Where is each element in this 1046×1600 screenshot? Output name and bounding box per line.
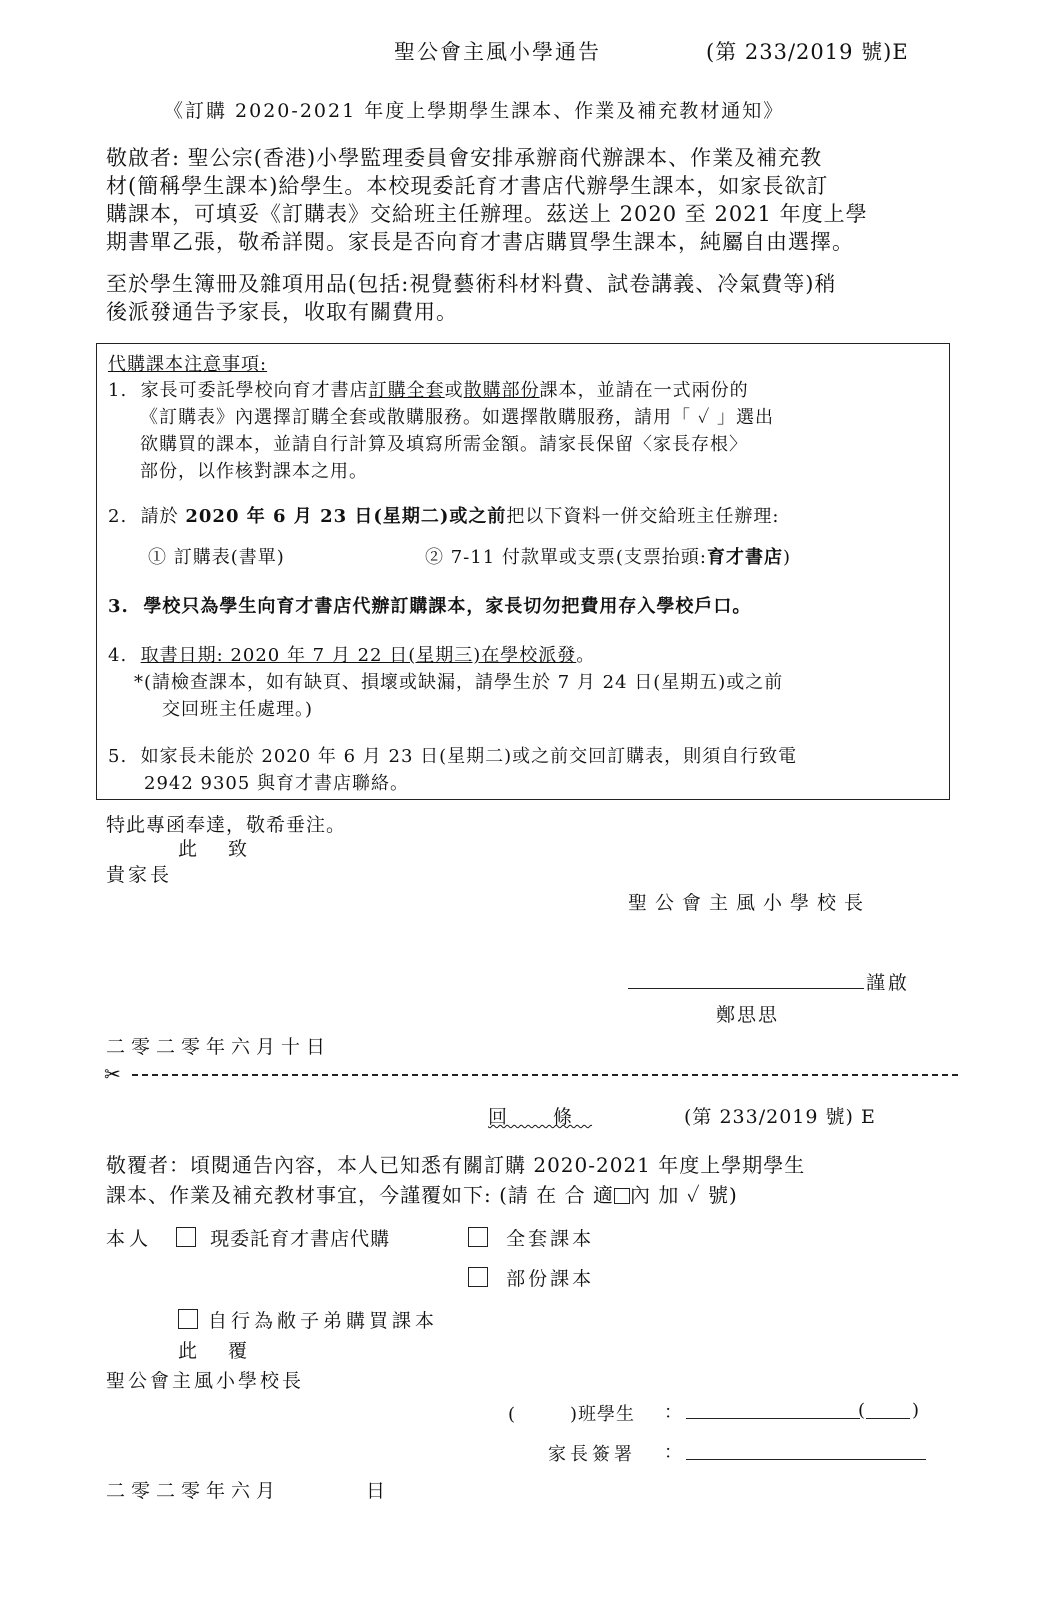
closing-ci: 此 (178, 838, 199, 860)
reply-me-label: 本人 (106, 1228, 153, 1250)
option-self-purchase[interactable]: 自行為敝子弟購買課本 (178, 1306, 438, 1333)
student-name-field[interactable] (686, 1418, 860, 1419)
item-2-option-2: ② 7-11 付款單或支票(支票抬頭:育才書店) (425, 547, 791, 568)
option-entrust[interactable]: 現委託育才書店代購 (176, 1224, 390, 1251)
scissors-icon: ✂ (104, 1062, 121, 1086)
student-number-field[interactable] (866, 1418, 910, 1419)
cut-line (132, 1074, 958, 1076)
notice-item-3: 3. 學校只為學生向育才書店代辦訂購課本，家長切勿把費用存入學校戶口。 (108, 596, 752, 617)
notice-date: 二零二零年六月十日 (106, 1036, 332, 1058)
notice-subject: 《訂購 2020-2021 年度上學期學生課本、作業及補充教材通知》 (164, 100, 785, 122)
class-colon: ： (664, 1402, 683, 1423)
closing-line: 特此專函奉達，敬希垂注。 (106, 814, 347, 836)
reply-addressee: 聖公會主風小學校長 (106, 1370, 305, 1392)
item-2-option-1: ① 訂購表(書單) (148, 547, 285, 568)
checkbox-partial[interactable] (468, 1267, 488, 1287)
addressee: 貴家長 (106, 864, 173, 886)
notice-item-2: 2. 請於 2020 年 6 月 23 日(星期二)或之前把以下資料一併交給班主任辦理: (108, 506, 780, 527)
option-full-set[interactable]: 全套課本 (468, 1224, 594, 1251)
notice-title: 聖公會主風小學通告 (394, 40, 601, 64)
reply-title: 回 條 (488, 1106, 593, 1128)
class-label: ( )班學生 (508, 1404, 636, 1425)
reply-reference: (第 233/2019 號) E (684, 1106, 876, 1128)
parent-signature-field[interactable] (686, 1459, 926, 1460)
parent-sign-colon: ： (664, 1442, 683, 1463)
notice-box-heading: 代購課本注意事項: (108, 354, 268, 375)
signer-title: 聖公會主風小學校長 (628, 892, 872, 914)
notice-item-1: 1. 家長可委託學校向育才書店訂購全套或散購部份課本，並請在一式兩份的 《訂購表》內選擇訂購全套或散購服務。如選擇散購服務，請用「 ✓ 」選出 欲購買的課本，並請自行計算及填寫所需金額。請家長保留〈家長存根〉 部份，以作核對課本之用。 (108, 380, 775, 482)
student-number-close-paren: ) (912, 1400, 921, 1421)
signature-line (628, 988, 864, 989)
notice-item-4: 4. 取書日期: 2020 年 7 月 22 日(星期三)在學校派發。 *(請檢查課本，如有缺頁、損壞或缺漏，請學生於 7 月 24 日(星期五)或之前 交回班主任處理。) (108, 645, 784, 720)
principal-name: 鄭思思 (716, 1004, 780, 1026)
reply-paragraph: 敬覆者：頃閱通告內容，本人已知悉有關訂購 2020-2021 年度上學期學生 課本、作業及補充教材事宜，今謹覆如下: (請 在 合 適 內 加 ✓ 號) (106, 1153, 806, 1207)
inline-checkbox-symbol (614, 1188, 630, 1204)
checkbox-full-set[interactable] (468, 1227, 488, 1247)
reply-ci: 此 (178, 1340, 199, 1362)
reply-date: 二零二零年六月 (106, 1480, 282, 1502)
intro-paragraph-2: 至於學生簿冊及雜項用品(包括:視覺藝術科材料費、試卷講義、冷氣費等)稍 後派發通告予家長，收取有關費用。 (106, 272, 837, 324)
intro-paragraph-1: 敬啟者: 聖公宗(香港)小學監理委員會安排承辦商代辦課本、作業及補充教 材(簡稱學生課本)給學生。本校現委託育才書店代辦學生課本，如家長欲訂 購課本，可填妥《訂購表》交給班主任辦理。茲送上 2020 至 2021 年度上學 期書單乙張，敬希詳閱。家長是否向育才書店購買學生課本，純屬自由選擇。 (106, 146, 868, 254)
student-number-open-paren: ( (858, 1400, 867, 1421)
parent-sign-label: 家長簽署 (548, 1444, 636, 1465)
notice-reference: (第 233/2019 號)E (706, 40, 909, 64)
option-partial[interactable]: 部份課本 (468, 1264, 594, 1291)
checkbox-self-purchase[interactable] (178, 1309, 198, 1329)
sign-word: 謹啟 (866, 972, 911, 994)
closing-zhi: 致 (228, 838, 249, 860)
reply-day: 日 (366, 1480, 387, 1502)
reply-fu: 覆 (228, 1340, 249, 1362)
notice-item-5: 5. 如家長未能於 2020 年 6 月 23 日(星期二)或之前交回訂購表，則須自行致電 2942 9305 與育才書店聯絡。 (108, 746, 798, 794)
checkbox-entrust[interactable] (176, 1227, 196, 1247)
